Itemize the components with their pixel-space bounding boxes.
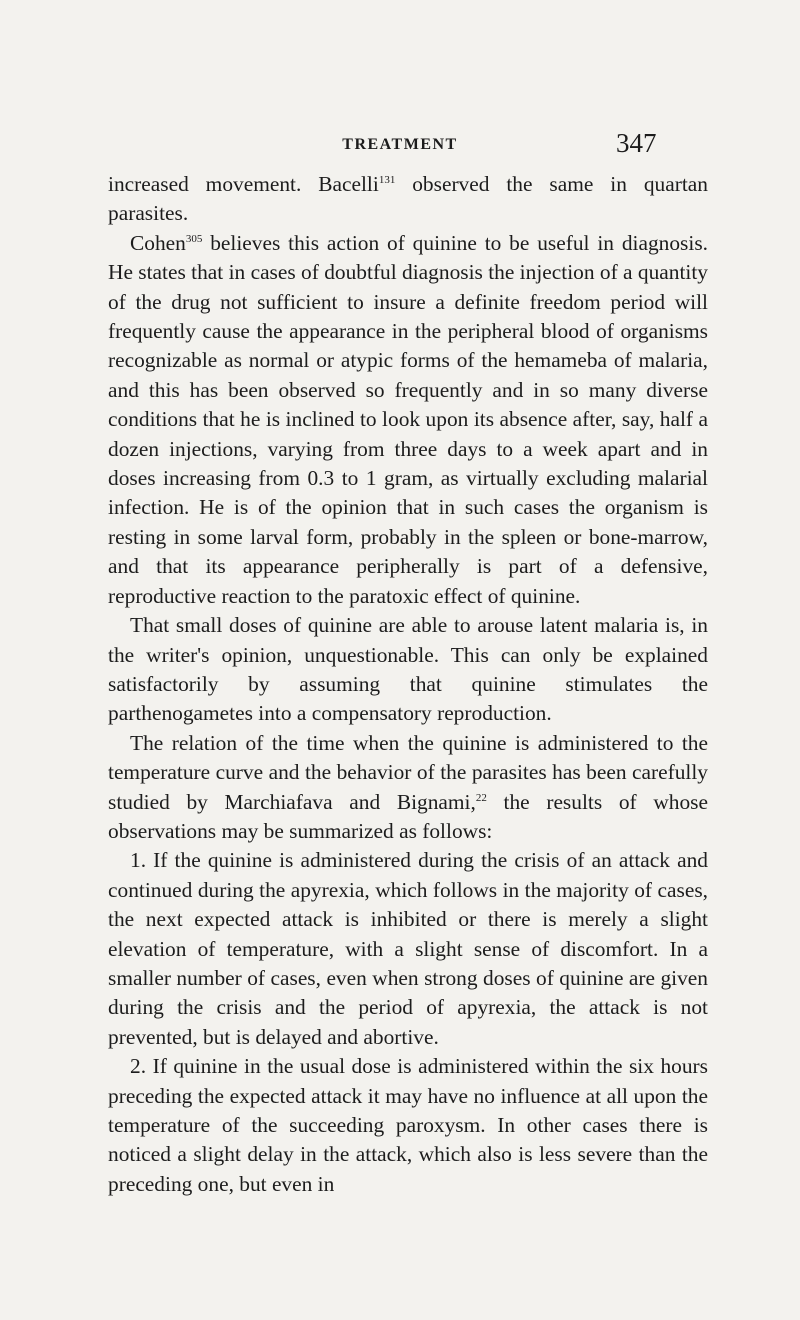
text-run: increased movement. Bacelli [108,172,379,196]
text-run: believes this action of quinine to be useful in diagnosis. He states that in cases of doubtful diagnosis the injection of a quantity of the drug not sufficient to insure a definite freedom period will frequently cause the appearance in the peripheral blood of organisms recognizable as normal or atypic forms of the hemameba of malaria, and this has been observed so frequently and in so many diverse conditions that he is inclined to look upon its absence after, say, half a dozen injections, varying from three days to a week apart and in doses increasing from 0.3 to 1 gram, as virtually excluding malarial infection. He is of the opinion that in such cases the organism is resting in some larval form, probably in the spleen or bone-marrow, and that its appearance peripherally is part of a defensive, reproductive reaction to the paratoxic effect of quinine. [108,230,708,608]
text-run: the results of whose observations may be summarized as follows: [108,789,708,843]
text-run: The relation of the time when the quinine is administered to the temperature curve and the behavior of the parasites has been carefully studied by Marchiafava and Bignami, [108,730,708,814]
paragraph-4 [108,729,708,847]
text-run: 1. If the quinine is administered during the crisis of an attack and continued during the apyrexia, which follows in the majority of cases, the next expected attack is inhibited or there is merely a slight elevation of temperature, with a slight sense of discomfort. In a smaller number of cases, even when strong doses of quinine are given during the crisis and the period of apyrexia, the attack is not prevented, but is delayed and abortive. [108,848,708,1049]
text-run: observed the same in quartan parasites. [108,172,708,226]
citation-superscript: 131 [378,174,396,186]
paragraph-1 [108,170,708,229]
paragraph-6 [108,1052,708,1199]
paragraph-2 [108,229,708,611]
text-run: That small doses of quinine are able to arouse latent malaria is, in the writer's opinion, unquestionable. This can only be explained satisfactorily by assuming that quinine stimulates the parthenogametes into a compensatory reproduction. [108,613,708,726]
body-text [108,170,708,1199]
text-run: Cohen [130,230,186,255]
paragraph-3 [108,611,708,729]
citation-superscript: 305 [185,232,203,245]
citation-superscript: 22 [475,791,487,804]
text-run: 2. If quinine in the usual dose is administered within the six hours preceding the expected attack it may have no influence at all upon the temperature of the succeeding paroxysm. In other cases there is noticed a slight delay in the attack, which also is less severe than the preceding one, but even in [108,1054,708,1196]
running-head: TREATMENT [342,136,458,153]
paragraph-5 [108,846,708,1052]
page-number: 347 [616,128,657,158]
